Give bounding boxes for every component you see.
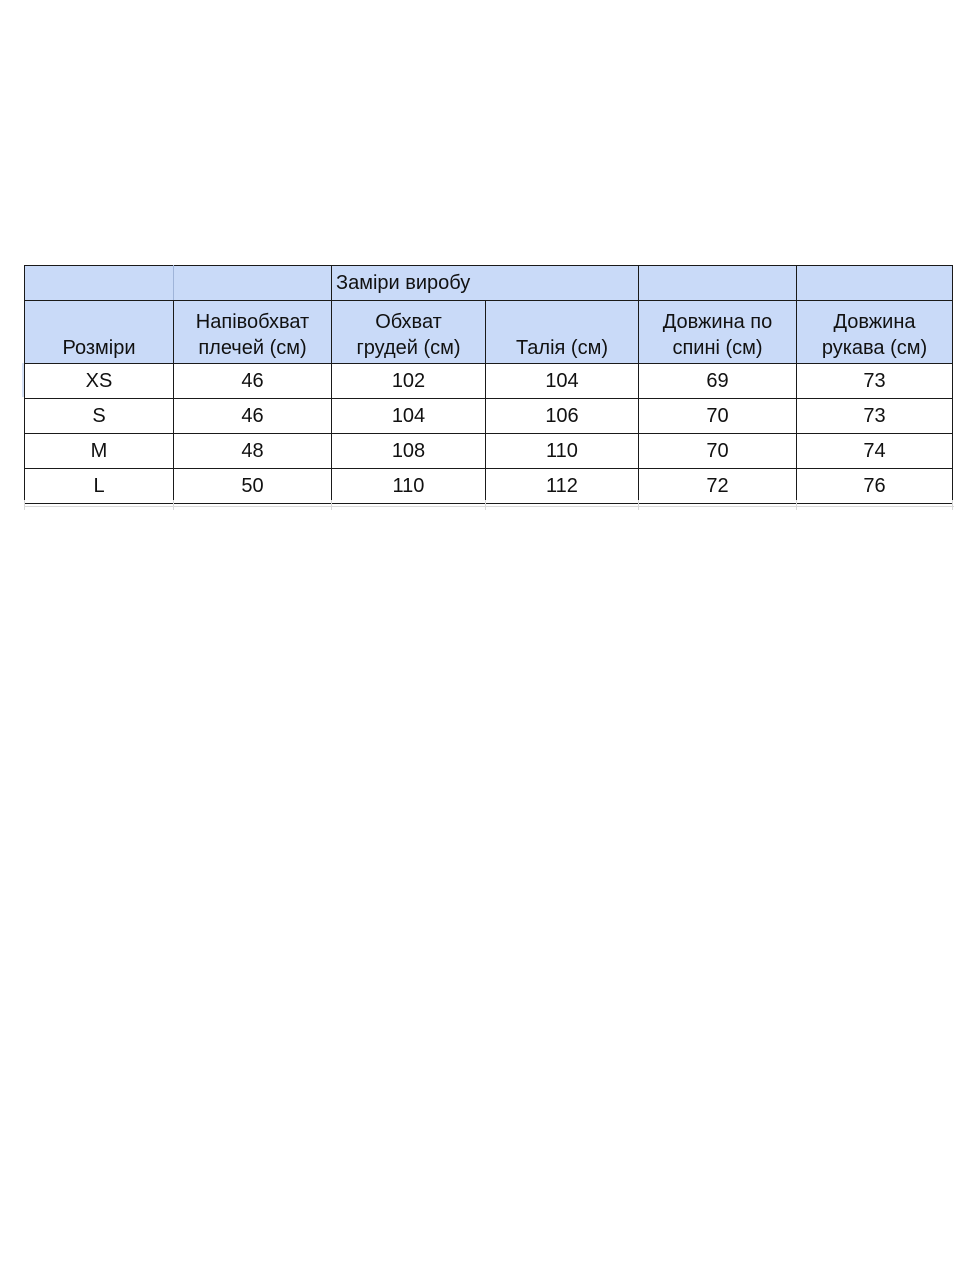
sheet-gridline bbox=[485, 500, 486, 510]
column-header-back-length[interactable] bbox=[639, 301, 797, 364]
column-header-label: Довжина по спині (см) bbox=[662, 311, 773, 359]
column-header-sleeve-length[interactable] bbox=[797, 301, 953, 364]
column-header-row bbox=[25, 301, 953, 364]
column-header-label: Напівобхват плечей (см) bbox=[195, 311, 310, 359]
column-header-chest[interactable] bbox=[332, 301, 486, 364]
column-header-label: Розміри bbox=[62, 337, 136, 359]
column-header-shoulders[interactable] bbox=[174, 301, 332, 364]
column-header-waist[interactable] bbox=[486, 301, 639, 364]
sheet-gridline bbox=[638, 500, 639, 510]
value-cell[interactable]: 73 bbox=[797, 399, 953, 434]
value-cell[interactable]: 104 bbox=[486, 364, 639, 399]
table-row bbox=[25, 469, 953, 504]
value-cell[interactable]: 106 bbox=[486, 399, 639, 434]
header-cell-empty[interactable] bbox=[797, 266, 953, 301]
size-cell[interactable]: L bbox=[25, 469, 174, 504]
value-cell[interactable]: 76 bbox=[797, 469, 953, 504]
value-cell[interactable]: 104 bbox=[332, 399, 486, 434]
size-cell[interactable]: S bbox=[25, 399, 174, 434]
value-cell[interactable]: 110 bbox=[332, 469, 486, 504]
value-cell[interactable]: 46 bbox=[174, 364, 332, 399]
size-cell[interactable]: XS bbox=[25, 364, 174, 399]
header-cell-empty[interactable] bbox=[25, 266, 174, 301]
header-cell-empty[interactable] bbox=[486, 266, 639, 301]
value-cell[interactable]: 70 bbox=[639, 434, 797, 469]
group-header-row bbox=[25, 266, 953, 301]
sheet-gridline bbox=[331, 500, 332, 510]
value-cell[interactable]: 102 bbox=[332, 364, 486, 399]
table-row bbox=[25, 364, 953, 399]
column-header-size[interactable] bbox=[25, 301, 174, 364]
column-header-label: Обхват грудей (см) bbox=[356, 311, 461, 359]
sheet-gridline bbox=[952, 500, 953, 510]
group-header-title[interactable]: Заміри виробу bbox=[332, 266, 486, 301]
value-cell[interactable]: 74 bbox=[797, 434, 953, 469]
value-cell[interactable]: 73 bbox=[797, 364, 953, 399]
value-cell[interactable]: 46 bbox=[174, 399, 332, 434]
header-cell-empty[interactable] bbox=[174, 266, 332, 301]
sheet-gridline bbox=[24, 500, 25, 510]
value-cell[interactable]: 50 bbox=[174, 469, 332, 504]
table-row bbox=[25, 434, 953, 469]
value-cell[interactable]: 72 bbox=[639, 469, 797, 504]
sheet-gridline bbox=[24, 506, 954, 507]
column-header-label: Довжина рукава (см) bbox=[821, 311, 928, 359]
value-cell[interactable]: 70 bbox=[639, 399, 797, 434]
value-cell[interactable]: 108 bbox=[332, 434, 486, 469]
value-cell[interactable]: 110 bbox=[486, 434, 639, 469]
table-row bbox=[25, 399, 953, 434]
header-cell-empty[interactable] bbox=[639, 266, 797, 301]
value-cell[interactable]: 69 bbox=[639, 364, 797, 399]
size-cell[interactable]: M bbox=[25, 434, 174, 469]
spreadsheet-area bbox=[24, 265, 953, 504]
sheet-gridline bbox=[796, 500, 797, 510]
value-cell[interactable]: 48 bbox=[174, 434, 332, 469]
column-header-label: Талія (см) bbox=[515, 337, 608, 359]
sheet-gridline bbox=[173, 500, 174, 510]
value-cell[interactable]: 112 bbox=[486, 469, 639, 504]
size-chart-table bbox=[24, 265, 953, 504]
